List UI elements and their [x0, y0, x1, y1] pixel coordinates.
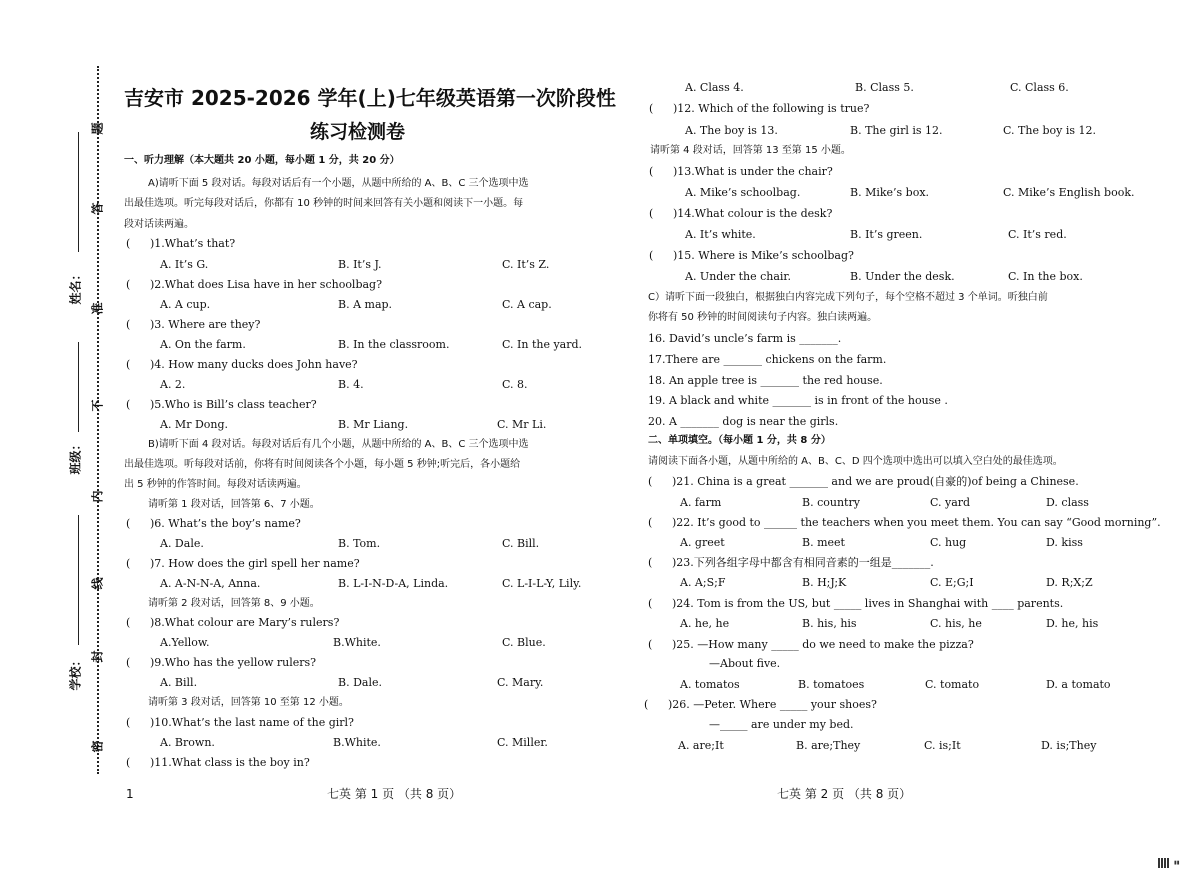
title-line-2: 练习检测卷: [310, 121, 406, 143]
q24-option-b: B. his, his: [802, 617, 857, 630]
q12-option-b: B. The girl is 12.: [850, 124, 943, 137]
q4-option-c: C. 8.: [502, 378, 528, 391]
partA-intro-3: 段对话读两遍。: [124, 219, 194, 230]
q9-option-c: C. Mary.: [497, 676, 544, 689]
q23-option-c: C. E;G;I: [930, 576, 974, 589]
q11-option-a: A. Class 4.: [685, 81, 744, 94]
q6-option-a: A. Dale.: [160, 537, 204, 550]
title-line-1: 吉安市 2025-2026 学年(上)七年级英语第一次阶段性: [124, 86, 616, 110]
q15-stem: )15. Where is Mike’s schoolbag?: [673, 249, 854, 262]
bracket: (: [649, 165, 654, 178]
q9-stem: )9.Who has the yellow rulers?: [150, 656, 317, 669]
q3-option-b: B. In the classroom.: [338, 338, 450, 351]
q15-option-c: C. In the box.: [1008, 270, 1083, 283]
q8-option-a: A.Yellow.: [160, 636, 210, 649]
q9-option-b: B. Dale.: [338, 676, 382, 689]
bracket: (: [649, 102, 654, 115]
q13-option-a: A. Mike’s schoolbag.: [685, 186, 801, 199]
seal-char-4: 不: [90, 399, 105, 412]
q21-option-c: C. yard: [930, 496, 971, 509]
q6-stem: )6. What’s the boy’s name?: [150, 517, 301, 530]
bracket: (: [649, 249, 654, 262]
name-fill-line: [78, 132, 79, 252]
q18: 18. An apple tree is _______ the red house.: [648, 374, 883, 387]
q22-option-d: D. kiss: [1046, 536, 1083, 549]
binding-dotted-line: [97, 66, 99, 774]
seal-char-6: 线: [90, 577, 105, 590]
q9-option-a: A. Bill.: [160, 676, 198, 689]
seal-char-7: 封: [90, 650, 105, 663]
q10-stem: )10.What’s the last name of the girl?: [150, 716, 354, 729]
q12-option-a: A. The boy is 13.: [685, 124, 778, 137]
q26-option-c: C. is;It: [924, 739, 961, 752]
bracket: (: [126, 557, 131, 570]
name-label: 姓名：: [68, 268, 83, 305]
dialog1-note: 请听第 1 段对话，回答第 6、7 小题。: [148, 499, 320, 510]
bracket: (: [126, 756, 131, 769]
seal-char-8: 密: [90, 740, 105, 753]
q15-option-a: A. Under the chair.: [685, 270, 791, 283]
q23-option-a: A. A;S;F: [680, 576, 726, 589]
q10-option-b: B.White.: [333, 736, 381, 749]
bracket: (: [126, 656, 131, 669]
dialog2-note: 请听第 2 段对话，回答第 8、9 小题。: [148, 598, 320, 609]
bracket: (: [648, 638, 653, 651]
q14-option-b: B. It’s green.: [850, 228, 923, 241]
q16: 16. David’s uncle’s farm is _______.: [648, 332, 842, 345]
dialog3-note: 请听第 3 段对话，回答第 10 至第 12 小题。: [148, 697, 349, 708]
q17: 17.There are _______ chickens on the farm.: [648, 353, 887, 366]
q21-option-a: A. farm: [680, 496, 722, 509]
q10-option-c: C. Miller.: [497, 736, 548, 749]
q26-option-d: D. is;They: [1041, 739, 1097, 752]
q4-option-a: A. 2.: [160, 378, 186, 391]
bracket: (: [126, 616, 131, 629]
q24-option-a: A. he, he: [680, 617, 730, 630]
q5-option-b: B. Mr Liang.: [338, 418, 409, 431]
q20: 20. A _______ dog is near the girls.: [648, 415, 839, 428]
q12-stem: )12. Which of the following is true?: [673, 102, 870, 115]
q1-option-c: C. It’s Z.: [502, 258, 550, 271]
seal-char-5: 内: [90, 490, 105, 503]
seal-char-3: 准: [90, 302, 105, 315]
q1-stem: )1.What’s that?: [150, 237, 236, 250]
q14-option-a: A. It’s white.: [685, 228, 756, 241]
partA-intro-1: A)请听下面 5 段对话。每段对话后有一个小题，从题中所给的 A、B、C 三个选项中选: [148, 178, 529, 189]
q24-option-d: D. he, his: [1046, 617, 1099, 630]
q23-stem: )23.下列各组字母中都含有相同音素的一组是_______.: [672, 556, 934, 569]
q8-stem: )8.What colour are Mary’s rulers?: [150, 616, 340, 629]
bracket: (: [648, 516, 653, 529]
q21-option-b: B. country: [802, 496, 860, 509]
q26-option-a: A. are;It: [678, 739, 724, 752]
bracket: (: [126, 237, 131, 250]
q3-option-a: A. On the farm.: [160, 338, 246, 351]
class-label: 班级：: [68, 438, 83, 475]
q25-reply: —About five.: [709, 657, 781, 670]
q4-stem: )4. How many ducks does John have?: [150, 358, 358, 371]
section2-intro: 请阅读下面各小题，从题中所给的 A、B、C、D 四个选项中选出可以填入空白处的最佳选项。: [648, 456, 1063, 467]
footer-right: 七英 第 2 页 （共 8 页）: [777, 787, 912, 801]
bracket: (: [644, 698, 649, 711]
seal-char-1: 题: [90, 122, 105, 135]
q25-option-a: A. tomatos: [680, 678, 740, 691]
bracket: (: [126, 716, 131, 729]
bracket: (: [648, 475, 653, 488]
school-fill-line: [78, 515, 79, 645]
section2-heading: 二、单项填空。（每小题 1 分，共 8 分）: [648, 435, 831, 446]
q26-reply: —_____ are under my bed.: [709, 718, 854, 731]
watermark-logo-icon: ▮▮: [1174, 860, 1180, 866]
partB-intro-1: B)请听下面 4 段对话。每段对话后有几个小题，从题中所给的 A、B、C 三个选项中选: [148, 439, 529, 450]
bracket: (: [126, 318, 131, 331]
bracket: (: [126, 358, 131, 371]
q13-option-c: C. Mike’s English book.: [1003, 186, 1135, 199]
q3-stem: )3. Where are they?: [150, 318, 261, 331]
q19: 19. A black and white _______ is in front of the house .: [648, 394, 948, 407]
q22-option-b: B. meet: [802, 536, 845, 549]
q21-stem: )21. China is a great _______ and we are proud(自豪的)of being a Chinese.: [672, 475, 1079, 488]
q2-option-b: B. A map.: [338, 298, 393, 311]
q5-stem: )5.Who is Bill’s class teacher?: [150, 398, 317, 411]
bracket: (: [648, 597, 653, 610]
dialog4-note: 请听第 4 段对话，回答第 13 至第 15 小题。: [650, 145, 851, 156]
q6-option-c: C. Bill.: [502, 537, 540, 550]
q25-option-c: C. tomato: [925, 678, 980, 691]
q12-option-c: C. The boy is 12.: [1003, 124, 1096, 137]
footer-left: 七英 第 1 页 （共 8 页）: [327, 787, 462, 801]
partB-intro-2: 出最佳选项。听每段对话前，你将有时间阅读各个小题，每小题 5 秒钟;听完后，各小题给: [124, 459, 521, 470]
page-number-mark: 1: [126, 787, 134, 801]
q26-option-b: B. are;They: [796, 739, 861, 752]
q25-option-b: B. tomatoes: [798, 678, 865, 691]
bracket: (: [648, 556, 653, 569]
q25-option-d: D. a tomato: [1046, 678, 1111, 691]
q23-option-d: D. R;X;Z: [1046, 576, 1093, 589]
q13-option-b: B. Mike’s box.: [850, 186, 930, 199]
q7-option-b: B. L-I-N-D-A, Linda.: [338, 577, 449, 590]
q8-option-c: C. Blue.: [502, 636, 546, 649]
q1-option-a: A. It’s G.: [160, 258, 209, 271]
partB-intro-3: 出 5 秒钟的作答时间。每段对话读两遍。: [124, 479, 307, 490]
q7-option-c: C. L-I-L-Y, Lily.: [502, 577, 582, 590]
q21-option-d: D. class: [1046, 496, 1089, 509]
bracket: (: [126, 517, 131, 530]
bracket: (: [126, 278, 131, 291]
partC-intro-1: C）请听下面一段独白，根据独白内容完成下列句子，每个空格不超过 3 个单词。听独白前: [648, 292, 1048, 303]
q11-option-c: C. Class 6.: [1010, 81, 1069, 94]
q15-option-b: B. Under the desk.: [850, 270, 955, 283]
q11-stem: )11.What class is the boy in?: [150, 756, 310, 769]
q22-option-a: A. greet: [680, 536, 725, 549]
q2-option-c: C. A cap.: [502, 298, 552, 311]
partA-intro-2: 出最佳选项。听完每段对话后，你都有 10 秒钟的时间来回答有关小题和阅读下一小题。每: [124, 198, 524, 209]
q2-stem: )2.What does Lisa have in her schoolbag?: [150, 278, 382, 291]
q14-option-c: C. It’s red.: [1008, 228, 1067, 241]
q7-stem: )7. How does the girl spell her name?: [150, 557, 360, 570]
q22-option-c: C. hug: [930, 536, 967, 549]
q11-option-b: B. Class 5.: [855, 81, 914, 94]
q5-option-a: A. Mr Dong.: [160, 418, 229, 431]
q7-option-a: A. A-N-N-A, Anna.: [160, 577, 261, 590]
q2-option-a: A. A cup.: [160, 298, 211, 311]
q3-option-c: C. In the yard.: [502, 338, 583, 351]
bracket: (: [126, 398, 131, 411]
q5-option-c: C. Mr Li.: [497, 418, 547, 431]
q14-stem: )14.What colour is the desk?: [673, 207, 833, 220]
q23-option-b: B. H;J;K: [802, 576, 847, 589]
bracket: (: [649, 207, 654, 220]
q4-option-b: B. 4.: [338, 378, 364, 391]
q8-option-b: B.White.: [333, 636, 381, 649]
q6-option-b: B. Tom.: [338, 537, 381, 550]
section1-heading: 一、听力理解（本大题共 20 小题，每小题 1 分，共 20 分）: [124, 155, 400, 166]
q1-option-b: B. It’s J.: [338, 258, 382, 271]
q10-option-a: A. Brown.: [160, 736, 215, 749]
school-label: 学校：: [68, 654, 83, 691]
partC-intro-2: 你将有 50 秒钟的时间阅读句子内容。独白读两遍。: [648, 312, 878, 323]
class-fill-line: [78, 342, 79, 432]
q25-stem: )25. —How many _____ do we need to make the pizza?: [672, 638, 974, 651]
q13-stem: )13.What is under the chair?: [673, 165, 833, 178]
q22-stem: )22. It’s good to ______ the teachers when you meet them. You can say “Good morning”.: [672, 516, 1161, 529]
q24-option-c: C. his, he: [930, 617, 982, 630]
q24-stem: )24. Tom is from the US, but _____ lives in Shanghai with ____ parents.: [672, 597, 1064, 610]
q26-stem: )26. —Peter. Where _____ your shoes?: [668, 698, 877, 711]
qr-code-icon: [1158, 858, 1170, 868]
seal-char-2: 答: [90, 202, 105, 215]
